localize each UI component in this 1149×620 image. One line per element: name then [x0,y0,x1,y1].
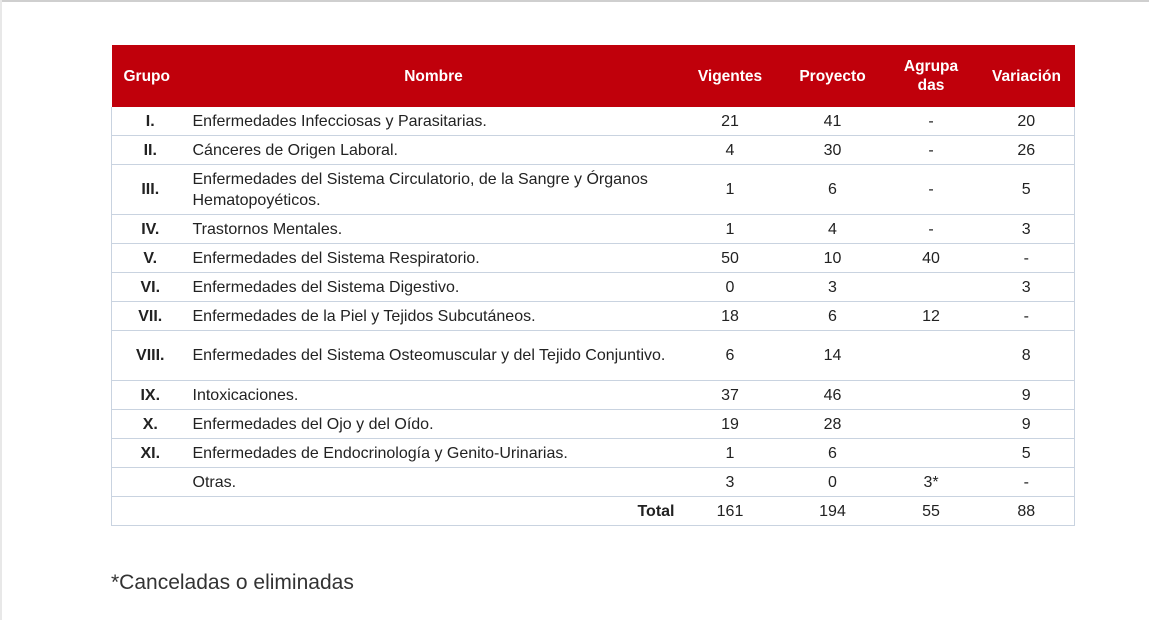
cell-vigentes: 1 [679,165,782,215]
table-row [112,410,1075,439]
cell-variacion: 3 [979,273,1075,302]
total-proyecto: 194 [782,497,884,526]
cell-variacion: - [979,302,1075,331]
cell-vigentes: 50 [679,244,782,273]
cell-vigentes: 18 [679,302,782,331]
total-agrupadas: 55 [884,497,979,526]
total-label: Total [112,497,679,526]
header-proyecto: Proyecto [782,45,884,107]
cell-agrupadas: 40 [884,244,979,273]
cell-grupo: V. [112,244,189,273]
cell-proyecto: 46 [782,381,884,410]
cell-agrupadas: - [884,165,979,215]
cell-grupo: VIII. [112,331,189,381]
cell-agrupadas [884,331,979,381]
cell-nombre: Enfermedades de la Piel y Tejidos Subcutáneos. [189,302,679,331]
cell-grupo: I. [112,107,189,136]
total-vigentes: 161 [679,497,782,526]
total-row [112,497,1075,526]
cell-variacion: - [979,244,1075,273]
cell-vigentes: 19 [679,410,782,439]
cell-grupo: VII. [112,302,189,331]
table-row [112,136,1075,165]
cell-agrupadas: - [884,107,979,136]
cell-grupo: III. [112,165,189,215]
cell-nombre: Intoxicaciones. [189,381,679,410]
diseases-table [111,45,1075,526]
cell-proyecto: 28 [782,410,884,439]
cell-proyecto: 30 [782,136,884,165]
header-agrupadas [884,45,979,107]
cell-agrupadas [884,381,979,410]
cell-nombre: Enfermedades del Sistema Circulatorio, de la Sangre y Órganos Hematopoyéticos. [189,165,679,215]
cell-agrupadas: - [884,215,979,244]
cell-proyecto: 4 [782,215,884,244]
cell-nombre: Enfermedades Infecciosas y Parasitarias. [189,107,679,136]
cell-variacion: 5 [979,439,1075,468]
cell-agrupadas: 3* [884,468,979,497]
cell-nombre: Enfermedades del Sistema Digestivo. [189,273,679,302]
cell-vigentes: 6 [679,331,782,381]
header-vigentes: Vigentes [679,45,782,107]
table-row [112,468,1075,497]
cell-vigentes: 0 [679,273,782,302]
cell-nombre: Trastornos Mentales. [189,215,679,244]
cell-variacion: 9 [979,381,1075,410]
cell-variacion: 3 [979,215,1075,244]
cell-vigentes: 3 [679,468,782,497]
table-row [112,244,1075,273]
cell-nombre: Enfermedades del Ojo y del Oído. [189,410,679,439]
cell-proyecto: 41 [782,107,884,136]
cell-proyecto: 14 [782,331,884,381]
table-row [112,331,1075,381]
cell-grupo [112,468,189,497]
cell-variacion: 20 [979,107,1075,136]
cell-grupo: X. [112,410,189,439]
cell-agrupadas [884,273,979,302]
cell-grupo: II. [112,136,189,165]
footnote: *Canceladas o eliminadas [111,571,354,594]
header-agrupadas-line1: Agrupa [903,58,959,75]
left-border [0,0,2,620]
cell-grupo: IV. [112,215,189,244]
cell-variacion: 8 [979,331,1075,381]
cell-variacion: 26 [979,136,1075,165]
cell-vigentes: 21 [679,107,782,136]
cell-proyecto: 6 [782,302,884,331]
cell-agrupadas [884,410,979,439]
cell-variacion: 9 [979,410,1075,439]
cell-proyecto: 0 [782,468,884,497]
table-row [112,381,1075,410]
header-grupo: Grupo [112,45,189,107]
header-row [112,45,1075,107]
top-border [0,0,1149,2]
header-variacion: Variación [979,45,1075,107]
cell-proyecto: 6 [782,439,884,468]
total-variacion: 88 [979,497,1075,526]
cell-vigentes: 1 [679,215,782,244]
cell-proyecto: 10 [782,244,884,273]
table-row [112,273,1075,302]
cell-agrupadas [884,439,979,468]
cell-grupo: IX. [112,381,189,410]
cell-grupo: XI. [112,439,189,468]
cell-proyecto: 6 [782,165,884,215]
header-agrupadas-line2: das [917,77,945,94]
table-row [112,439,1075,468]
cell-proyecto: 3 [782,273,884,302]
cell-nombre: Enfermedades del Sistema Respiratorio. [189,244,679,273]
cell-variacion: - [979,468,1075,497]
table-row [112,215,1075,244]
cell-grupo: VI. [112,273,189,302]
table-row [112,165,1075,215]
table-row [112,302,1075,331]
cell-agrupadas: 12 [884,302,979,331]
cell-vigentes: 37 [679,381,782,410]
cell-variacion: 5 [979,165,1075,215]
cell-nombre: Enfermedades de Endocrinología y Genito-Urinarias. [189,439,679,468]
cell-vigentes: 4 [679,136,782,165]
cell-agrupadas: - [884,136,979,165]
cell-vigentes: 1 [679,439,782,468]
cell-nombre: Cánceres de Origen Laboral. [189,136,679,165]
header-nombre: Nombre [189,45,679,107]
cell-nombre: Enfermedades del Sistema Osteomuscular y del Tejido Conjuntivo. [189,331,679,381]
table-row [112,107,1075,136]
cell-nombre: Otras. [189,468,679,497]
